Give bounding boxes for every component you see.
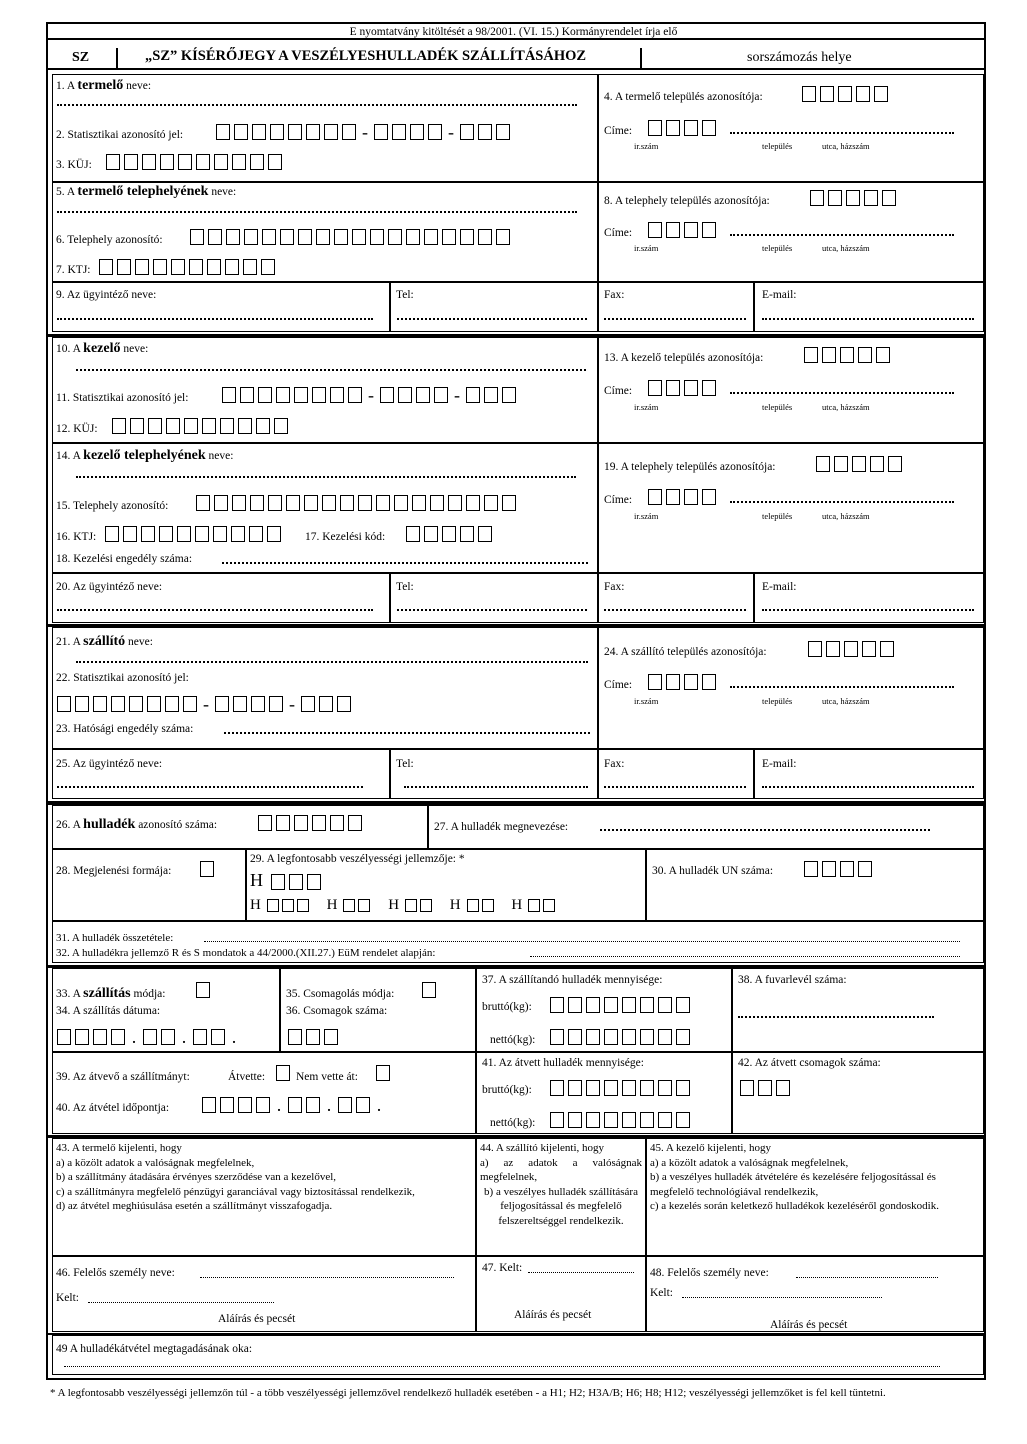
carrier-zip-boxes[interactable] [648, 671, 720, 690]
field-12-boxes[interactable] [112, 415, 292, 434]
street-caption: utca, házszám [822, 696, 870, 706]
field-37-net-boxes[interactable] [550, 1026, 694, 1045]
field-46-label: 46. Felelős személy neve: [56, 1267, 175, 1279]
carrier-tel-input[interactable] [404, 786, 588, 788]
field-15-label: 15. Telephely azonosító: [56, 500, 169, 512]
handler-signature-label: Aláírás és pecsét [770, 1319, 848, 1331]
field-41-net-boxes[interactable] [550, 1109, 694, 1128]
accepted-checkbox[interactable] [276, 1062, 294, 1081]
field-35-label: 35. Csomagolás módja: [286, 988, 395, 1000]
field-14-label: 14. A kezelő telephelyének neve: [56, 448, 234, 463]
field-22-boxes[interactable]: - - [57, 693, 355, 713]
town-caption: település [762, 141, 793, 151]
field-19-boxes[interactable] [816, 453, 906, 472]
field-16-label: 16. KTJ: [56, 531, 97, 543]
field-13-label: 13. A kezelő település azonosítója: [604, 352, 764, 364]
carrier-declaration: 44. A szállító kijelenti, hogy a) az adatok a valóságnak megfelelnek, b) a veszélyes hulladék szállítására feljogosítással és megfelelő felszereltséggel rendelkezik. [480, 1142, 642, 1227]
field-28-box-input[interactable] [200, 858, 218, 877]
field-3-boxes[interactable] [106, 151, 286, 170]
field-29-label: 29. A legfontosabb veszélyességi jellemzője: * [250, 853, 465, 865]
handler-tel-box [390, 573, 598, 623]
producer-signature-label: Aláírás és pecsét [218, 1313, 296, 1325]
field-42-label: 42. Az átvett csomagok száma: [738, 1057, 881, 1069]
street-caption: utca, házszám [822, 511, 870, 521]
producer-site-zip-boxes[interactable] [648, 219, 720, 238]
zip-caption: ir.szám [634, 141, 659, 151]
footnote: * A legfontosabb veszélyességi jellemzőn túl - a több veszélyességi jellemzővel rendelkező hulladék esetében - a H1; H2; H3A/B; H6; H8; H12; veszélyességi jellemzőket is fel kell tüntetni. [50, 1387, 886, 1399]
field-39-box [52, 1052, 476, 1134]
field-15-boxes[interactable] [196, 492, 520, 511]
field-5-input[interactable] [57, 211, 577, 213]
town-caption: település [762, 511, 793, 521]
field-41-gross-label: bruttó(kg): [482, 1084, 532, 1096]
producer-date-label: Kelt: [56, 1292, 79, 1304]
field-19-label: 19. A telephely település azonosítója: [604, 461, 776, 473]
field-27-input[interactable] [600, 829, 930, 831]
field-41-net-label: nettó(kg): [490, 1117, 536, 1129]
field-7-boxes[interactable] [99, 256, 279, 275]
field-17-label: 17. Kezelési kód: [305, 531, 386, 543]
producer-site-address-label: Címe: [604, 227, 633, 239]
carrier-tel-box [390, 749, 598, 799]
town-caption: település [762, 243, 793, 253]
carrier-signature-label: Aláírás és pecsét [514, 1309, 592, 1321]
handler-site-address-input[interactable] [730, 501, 954, 503]
field-8-boxes[interactable] [810, 187, 900, 206]
handler-address-label: Címe: [604, 385, 633, 397]
zip-caption: ir.szám [634, 511, 659, 521]
carrier-fax-label: Fax: [604, 758, 625, 770]
handler-date-label: Kelt: [650, 1287, 673, 1299]
accepted-label: Átvette: [228, 1071, 266, 1083]
producer-email-input[interactable] [762, 318, 974, 320]
carrier-email-label: E-mail: [762, 758, 797, 770]
field-28-label: 28. Megjelenési formája: [56, 865, 172, 877]
field-39-label: 39. Az átvevő a szállítmányt: [56, 1071, 190, 1083]
field-49-input[interactable] [64, 1366, 940, 1367]
carrier-tel-label: Tel: [396, 758, 414, 770]
field-40-boxes[interactable]: . . . [202, 1094, 388, 1114]
handler-email-label: E-mail: [762, 581, 797, 593]
field-46-input[interactable] [200, 1277, 454, 1278]
field-33-box-input[interactable] [196, 979, 214, 998]
field-22-label: 22. Statisztikai azonosító jel: [56, 672, 189, 684]
field-1-input[interactable] [57, 104, 577, 106]
field-24-boxes[interactable] [808, 638, 898, 657]
field-38-label: 38. A fuvarlevél száma: [738, 974, 847, 986]
handler-address-input[interactable] [730, 392, 954, 394]
producer-tel-input[interactable] [397, 318, 587, 320]
field-38-input[interactable] [738, 1016, 934, 1018]
producer-fax-input[interactable] [604, 318, 746, 320]
field-10-input[interactable] [76, 369, 586, 371]
field-47-label: 47. Kelt: [482, 1262, 523, 1274]
field-14-input[interactable] [76, 476, 576, 478]
field-1-label: 1. A termelő neve: [56, 78, 152, 93]
field-37-gross-label: bruttó(kg): [482, 1001, 532, 1013]
carrier-fax-input[interactable] [604, 786, 746, 788]
producer-tel-label: Tel: [396, 289, 414, 301]
field-21-input[interactable] [76, 661, 588, 663]
handler-site-zip-boxes[interactable] [648, 486, 720, 505]
field-5-label: 5. A termelő telephelyének neve: [56, 184, 237, 199]
producer-date-input[interactable] [88, 1302, 274, 1303]
field-16-boxes[interactable] [105, 523, 285, 542]
form-code: SZ [72, 50, 90, 65]
field-48-input[interactable] [796, 1277, 938, 1278]
handler-tel-label: Tel: [396, 581, 414, 593]
field-29-primary-boxes[interactable]: H [250, 871, 325, 890]
field-41-gross-boxes[interactable] [550, 1077, 694, 1096]
field-20-input[interactable] [57, 609, 373, 611]
producer-address-input[interactable] [730, 132, 954, 134]
zip-caption: ir.szám [634, 696, 659, 706]
street-caption: utca, házszám [822, 141, 870, 151]
field-32-label: 32. A hulladékra jellemző R és S mondatok a 44/2000.(XII.27.) EüM rendelet alapján: [56, 947, 436, 959]
field-48-label: 48. Felelős személy neve: [650, 1267, 769, 1279]
producer-address-label: Címe: [604, 125, 633, 137]
field-4-boxes[interactable] [802, 83, 892, 102]
field-30-boxes[interactable] [804, 858, 876, 877]
field-25-label: 25. Az ügyintéző neve: [56, 758, 163, 770]
producer-declaration: 43. A termelő kijelenti, hogy a) a közölt adatok a valóságnak megfelelnek, b) a szállítmány átadására érvényes szerződése van a kezelővel, c) a szállítmányra megfelelő pénzügyi garanciával vagy biztosítással rendelkezik, d) az átvétel meghiúsulása esetén a szállítmányt visszafogadja. [56, 1142, 415, 1212]
field-18-label: 18. Kezelési engedély száma: [56, 553, 193, 565]
town-caption: település [762, 402, 793, 412]
zip-caption: ir.szám [634, 402, 659, 412]
field-27-label: 27. A hulladék megnevezése: [434, 821, 569, 833]
field-8-label: 8. A telephely település azonosítója: [604, 195, 770, 207]
field-2-boxes[interactable]: - - [216, 121, 514, 141]
field-30-label: 30. A hulladék UN száma: [652, 865, 774, 877]
field-26-boxes[interactable] [258, 812, 366, 831]
field-42-boxes[interactable] [740, 1077, 794, 1096]
producer-email-label: E-mail: [762, 289, 797, 301]
handler-tel-input[interactable] [397, 609, 587, 611]
producer-zip-boxes[interactable] [648, 117, 720, 136]
field-25-input[interactable] [57, 786, 363, 788]
field-41-label: 41. Az átvett hulladék mennyisége: [482, 1057, 644, 1069]
carrier-address-label: Címe: [604, 679, 633, 691]
field-29-secondary-boxes[interactable]: H H H H H [250, 896, 558, 914]
field-6-label: 6. Telephely azonosító: [56, 234, 163, 246]
producer-tel-box [390, 282, 598, 332]
field-37-label: 37. A szállítandó hulladék mennyisége: [482, 974, 663, 986]
handler-site-address-label: Címe: [604, 494, 633, 506]
field-11-boxes[interactable]: - - [222, 384, 520, 404]
field-36-label: 36. Csomagok száma: [286, 1005, 388, 1017]
field-24-label: 24. A szállító település azonosítója: [604, 646, 767, 658]
field-23-input[interactable] [224, 732, 590, 734]
producer-fax-label: Fax: [604, 289, 625, 301]
town-caption: település [762, 696, 793, 706]
field-9-input[interactable] [57, 318, 373, 320]
rejected-label: Nem vette át: [296, 1071, 358, 1083]
field-34-label: 34. A szállítás dátuma: [56, 1005, 161, 1017]
zip-caption: ir.szám [634, 243, 659, 253]
field-26-label: 26. A hulladék azonosító száma: [56, 817, 218, 832]
handler-fax-input[interactable] [604, 609, 746, 611]
carrier-email-input[interactable] [762, 786, 974, 788]
handler-zip-boxes[interactable] [648, 377, 720, 396]
field-18-input[interactable] [222, 562, 588, 564]
street-caption: utca, házszám [822, 402, 870, 412]
field-9-label: 9. Az ügyintéző neve: [56, 289, 157, 301]
field-49-label: 49 A hulladékátvétel megtagadásának oka: [56, 1343, 253, 1355]
handler-date-input[interactable] [682, 1297, 882, 1298]
field-2-label: 2. Statisztikai azonosító jel: [56, 129, 184, 141]
handler-fax-label: Fax: [604, 581, 625, 593]
handler-email-input[interactable] [762, 609, 974, 611]
field-34-boxes[interactable]: . . . [57, 1026, 243, 1046]
field-4-label: 4. A termelő település azonosítója: [604, 91, 763, 103]
field-6-boxes[interactable] [190, 226, 514, 245]
field-21-label: 21. A szállító neve: [56, 634, 153, 649]
field-13-boxes[interactable] [804, 344, 894, 363]
field-31-label: 31. A hulladék összetétele: [56, 932, 174, 944]
field-3-label: 3. KÜJ: [56, 159, 92, 171]
field-37-gross-boxes[interactable] [550, 994, 694, 1013]
field-40-label: 40. Az átvétel időpontja: [56, 1102, 170, 1114]
field-36-boxes[interactable] [288, 1026, 342, 1045]
field-47-input[interactable] [528, 1272, 634, 1273]
serial-number-placeholder: sorszámozás helye [747, 50, 852, 65]
field-12-label: 12. KÜJ: [56, 423, 98, 435]
handler-declaration: 45. A kezelő kijelenti, hogy a) a közölt adatok a valóságnak megfelelnek, b) a veszélyes hulladék átvételére és kezelésére feljogosítással és megfelelő technológiával rendelkezik, c) a kezelés során keletkező hulladékok kezeléséről gondoskodik. [650, 1142, 939, 1212]
form-title: „SZ” KÍSÉRŐJEGY A VESZÉLYESHULLADÉK SZÁLLÍTÁSÁHOZ [145, 48, 587, 64]
street-caption: utca, házszám [822, 243, 870, 253]
producer-site-address-input[interactable] [730, 234, 954, 236]
carrier-address-input[interactable] [730, 686, 954, 688]
field-23-label: 23. Hatósági engedély száma: [56, 723, 194, 735]
field-7-label: 7. KTJ: [56, 264, 91, 276]
field-33-label: 33. A szállítás módja: [56, 986, 166, 1001]
field-17-boxes[interactable] [406, 523, 496, 542]
field-11-label: 11. Statisztikai azonosító jel: [56, 392, 189, 404]
regulation-notice: E nyomtatvány kitöltését a 98/2001. (VI. 15.) Kormányrendelet írja elő [349, 26, 678, 38]
field-20-label: 20. Az ügyintéző neve: [56, 581, 163, 593]
field-10-label: 10. A kezelő neve: [56, 341, 149, 356]
field-37-net-label: nettó(kg): [490, 1034, 536, 1046]
field-31-input[interactable] [204, 941, 960, 942]
field-32-input[interactable] [530, 956, 960, 957]
field-35-box-input[interactable] [422, 979, 440, 998]
rejected-checkbox[interactable] [376, 1062, 394, 1081]
